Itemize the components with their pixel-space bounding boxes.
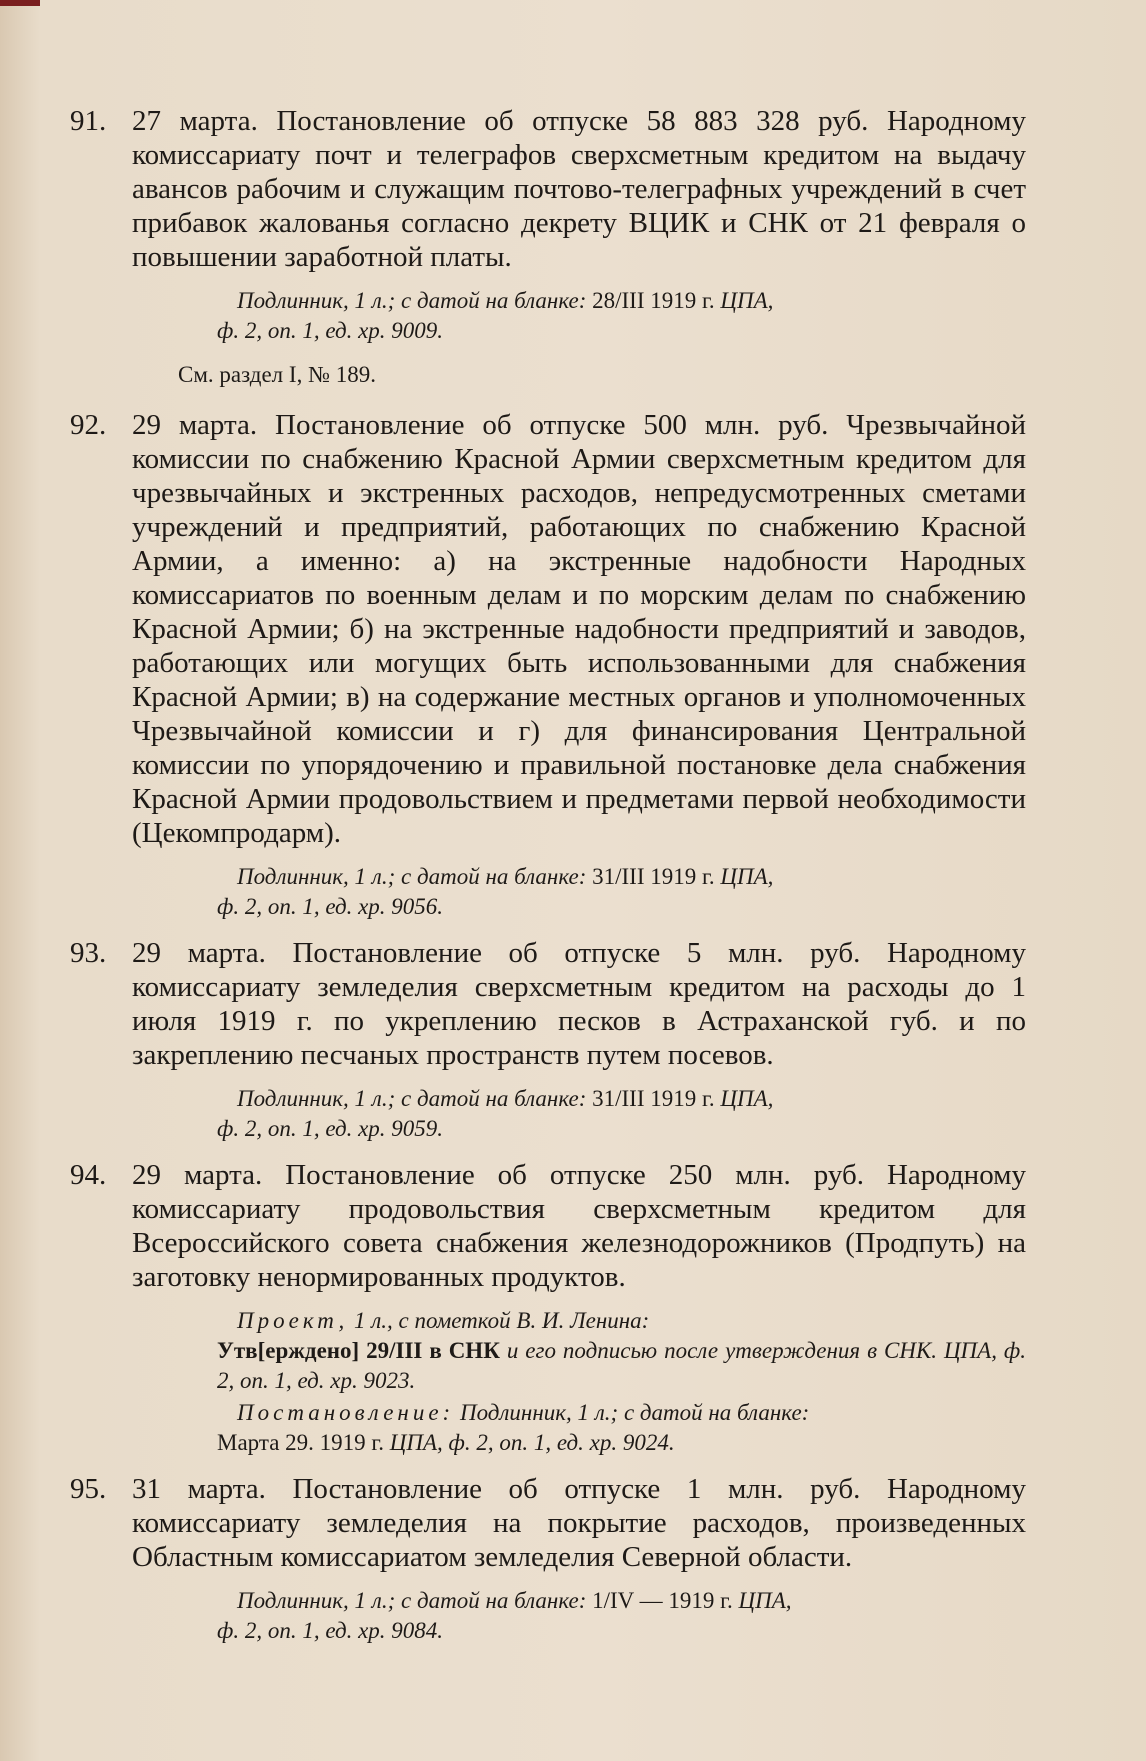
entry-source: Подлинник, 1 л.; с датой на бланке: 1/IV — 1919 г. ЦПА, ф. 2, оп. 1, ед. хр. 9084. xyxy=(217,1588,792,1643)
entry-source: Подлинник, 1 л.; с датой на бланке: 28/III 1919 г. ЦПА, ф. 2, оп. 1, ед. хр. 9009. xyxy=(217,288,774,343)
entry-text: 31 марта. Постановление об отпуске 1 млн. руб. Народному комиссариату земледелия на покрытие расходов, произведенных Областным комиссариатом земледелия Северной области. xyxy=(132,1473,1026,1573)
entry-text: 27 марта. Постановление об отпуске 58 883 328 руб. Народному комиссариату почт и телеграфов сверхсметным кредитом на выдачу авансов рабочим и служащим почтово-телеграфных учреждений в счет прибавок жалованья согласно декрету ВЦИК и СНК от 21 февраля о повышении заработной платы. xyxy=(132,105,1026,273)
entry-94 xyxy=(70,1158,1026,1458)
entry-source: Подлинник, 1 л.; с датой на бланке: 31/III 1919 г. ЦПА, ф. 2, оп. 1, ед. хр. 9056. xyxy=(217,864,774,919)
page-edge-mark xyxy=(0,0,40,6)
entry-source: Подлинник, 1 л.; с датой на бланке: 31/III 1919 г. ЦПА, ф. 2, оп. 1, ед. хр. 9059. xyxy=(217,1086,774,1141)
entry-decree-source: Постановление: Подлинник, 1 л.; с датой на бланке: Марта 29. 1919 г. ЦПА, ф. 2, оп. 1, ед. хр. 9024. xyxy=(217,1400,810,1455)
entry-number: 92. xyxy=(70,409,107,441)
entry-number: 93. xyxy=(70,937,107,969)
entry-text: 29 марта. Постановление об отпуске 250 млн. руб. Народному комиссариату продовольствия сверхсметным кредитом для Всероссийского совета снабжения железнодорожников (Продпуть) на заготовку ненормированных продуктов. xyxy=(132,1159,1026,1293)
entry-text: 29 марта. Постановление об отпуске 5 млн. руб. Народному комиссариату земледелия сверхсметным кредитом на расходы до 1 июля 1919 г. по укреплению песков в Астраханской губ. и по закреплению песчаных пространств путем посевов. xyxy=(132,937,1026,1071)
entry-number: 91. xyxy=(70,105,107,137)
entry-project-source: Проект, 1 л., с пометкой В. И. Ленина: Утв[ерждено] 29/III в СНК и его подписью после утверждения в СНК. ЦПА, ф. 2, оп. 1, ед. хр. 9023. xyxy=(217,1308,1027,1393)
entry-93 xyxy=(70,936,1026,1144)
entry-91 xyxy=(70,104,1026,346)
entry-text: 29 марта. Постановление об отпуске 500 млн. руб. Чрезвычайной комиссии по снабжению Красной Армии сверхсметным кредитом для чрезвычайных и экстренных расходов, непредусмотренных сметами учреждений и предприятий, работающих по снабжению Красной Армии, а именно: а) на экстренные надобности Народных комиссариатов по военным делам и по морским делам по снабжению Красной Армии; б) на экстренные надобности предприятий и заводов, работающих или могущих быть использованными для снабжения Красной Армии; в) на содержание местных органов и уполномоченных Чрезвычайной комиссии и г) для финансирования Центральной комиссии по упорядочению и правильной постановке дела снабжения Красной Армии продовольствием и предметами первой необходимости (Цекомпродарм). xyxy=(132,409,1026,849)
entry-95 xyxy=(70,1472,1026,1646)
entry-number: 94. xyxy=(70,1159,107,1191)
entry-92 xyxy=(70,408,1026,922)
entry-number: 95. xyxy=(70,1473,107,1505)
see-reference: См. раздел I, № 189. xyxy=(178,362,377,387)
